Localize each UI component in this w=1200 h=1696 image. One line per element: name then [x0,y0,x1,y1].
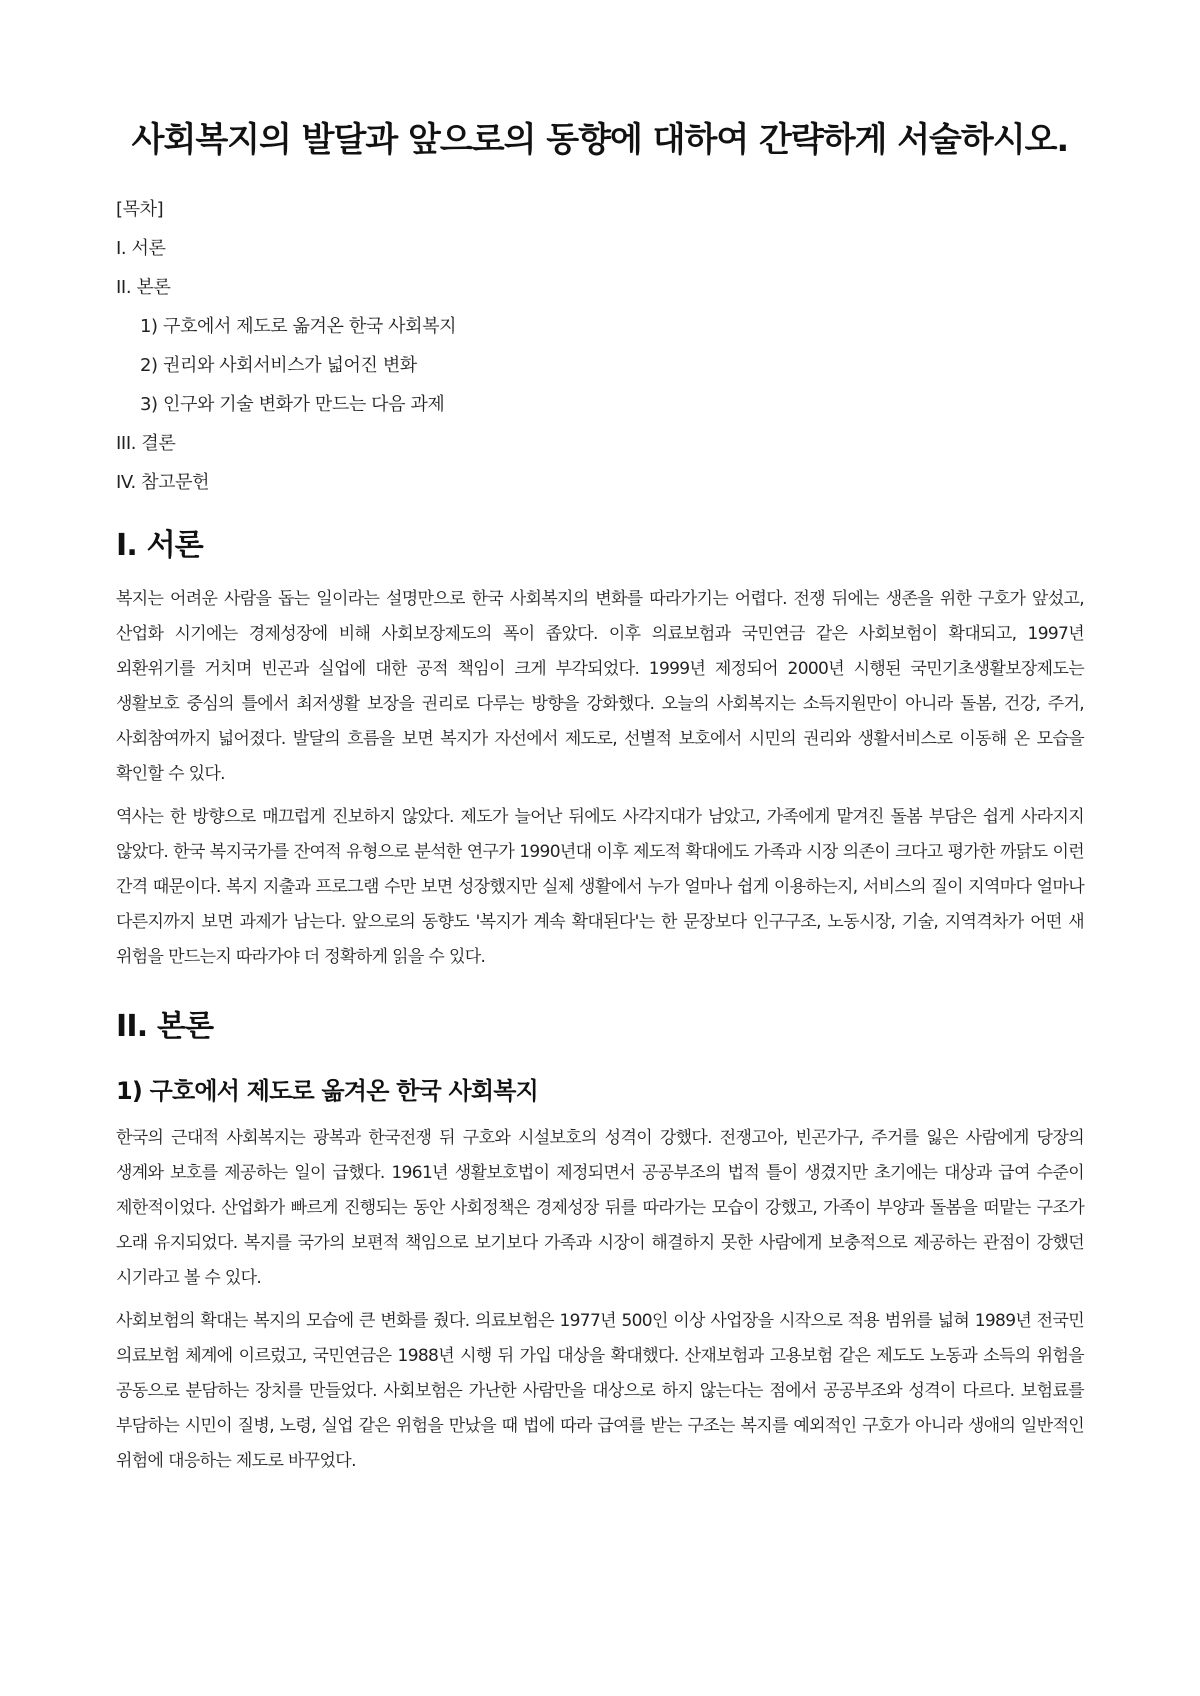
toc-label: [목차] [116,199,164,220]
toc-item-conclusion: III. 결론 [116,433,176,454]
intro-section [116,524,1084,975]
body-paragraph: 사회보험의 확대는 복지의 모습에 큰 변화를 줬다. 의료보험은 1977년 500인 이상 사업장을 시작으로 적용 범위를 넓혀 1989년 전국민 의료보험 체계에 이르렀고, 국민연금은 1988년 시행 뒤 가입 대상을 확대했다. 산재보험과 고용보험 같은 제도도 노동과 소득의 위험을 공동으로 분담하는 장치를 만들었다. 사회보험은 가난한 사람만을 대상으로 하지 않는다는 점에서 공공부조와 성격이 다르다. 보험료를 부담하는 시민이 질병, 노령, 실업 같은 위험을 만났을 때 법에 따라 급여를 받는 구조는 복지를 예외적인 구호가 아니라 생애의 일반적인 위험에 대응하는 제도로 바꾸었다. [116,1311,1084,1471]
table-of-contents [116,190,1084,502]
toc-item-body-2: 2) 권리와 사회서비스가 넓어진 변화 [140,355,417,376]
toc-item-body-1: 1) 구호에서 제도로 옮겨온 한국 사회복지 [140,316,457,337]
toc-item-references: IV. 참고문헌 [116,472,210,493]
intro-heading: I. 서론 [116,528,203,563]
toc-item-body-3: 3) 인구와 기술 변화가 만드는 다음 과제 [140,394,445,415]
toc-item-body: II. 본론 [116,277,171,298]
document-title: 사회복지의 발달과 앞으로의 동향에 대하여 간략하게 서술하시오. [131,120,1069,160]
intro-paragraph: 복지는 어려운 사람을 돕는 일이라는 설명만으로 한국 사회복지의 변화를 따라가기는 어렵다. 전쟁 뒤에는 생존을 위한 구호가 앞섰고, 산업화 시기에는 경제성장에 비해 사회보장제도의 폭이 좁았다. 이후 의료보험과 국민연금 같은 사회보험이 확대되고, 1997년 외환위기를 거치며 빈곤과 실업에 대한 공적 책임이 크게 부각되었다. 1999년 제정되어 2000년 시행된 국민기초생활보장제도는 생활보호 중심의 틀에서 최저생활 보장을 권리로 다루는 방향을 강화했다. 오늘의 사회복지는 소득지원만이 아니라 돌봄, 건강, 주거, 사회참여까지 넓어졌다. 발달의 흐름을 보면 복지가 자선에서 제도로, 선별적 보호에서 시민의 권리와 생활서비스로 이동해 온 모습을 확인할 수 있다. [116,589,1084,784]
body-section [116,1005,1084,1479]
body-paragraph: 한국의 근대적 사회복지는 광복과 한국전쟁 뒤 구호와 시설보호의 성격이 강했다. 전쟁고아, 빈곤가구, 주거를 잃은 사람에게 당장의 생계와 보호를 제공하는 일이 급했다. 1961년 생활보호법이 제정되면서 공공부조의 법적 틀이 생겼지만 초기에는 대상과 급여 수준이 제한적이었다. 산업화가 빠르게 진행되는 동안 사회정책은 경제성장 뒤를 따라가는 모습이 강했고, 가족이 부양과 돌봄을 떠맡는 구조가 오래 유지되었다. 복지를 국가의 보편적 책임으로 보기보다 가족과 시장이 해결하지 못한 사람에게 보충적으로 제공하는 관점이 강했던 시기라고 볼 수 있다. [116,1128,1084,1288]
body-heading: II. 본론 [116,1009,214,1044]
intro-paragraph: 역사는 한 방향으로 매끄럽게 진보하지 않았다. 제도가 늘어난 뒤에도 사각지대가 남았고, 가족에게 맡겨진 돌봄 부담은 쉽게 사라지지 않았다. 한국 복지국가를 잔여적 유형으로 분석한 연구가 1990년대 이후 제도적 확대에도 가족과 시장 의존이 크다고 평가한 까닭도 이런 간격 때문이다. 복지 지출과 프로그램 수만 보면 성장했지만 실제 생활에서 누가 얼마나 쉽게 이용하는지, 서비스의 질이 지역마다 얼마나 다른지까지 보면 과제가 남는다. 앞으로의 동향도 '복지가 계속 확대된다'는 한 문장보다 인구구조, 노동시장, 기술, 지역격차가 어떤 새 위험을 만드는지 따라가야 더 정확하게 읽을 수 있다. [116,807,1084,967]
body-subheading-1: 1) 구호에서 제도로 옮겨온 한국 사회복지 [116,1077,538,1105]
toc-item-intro: I. 서론 [116,238,166,259]
